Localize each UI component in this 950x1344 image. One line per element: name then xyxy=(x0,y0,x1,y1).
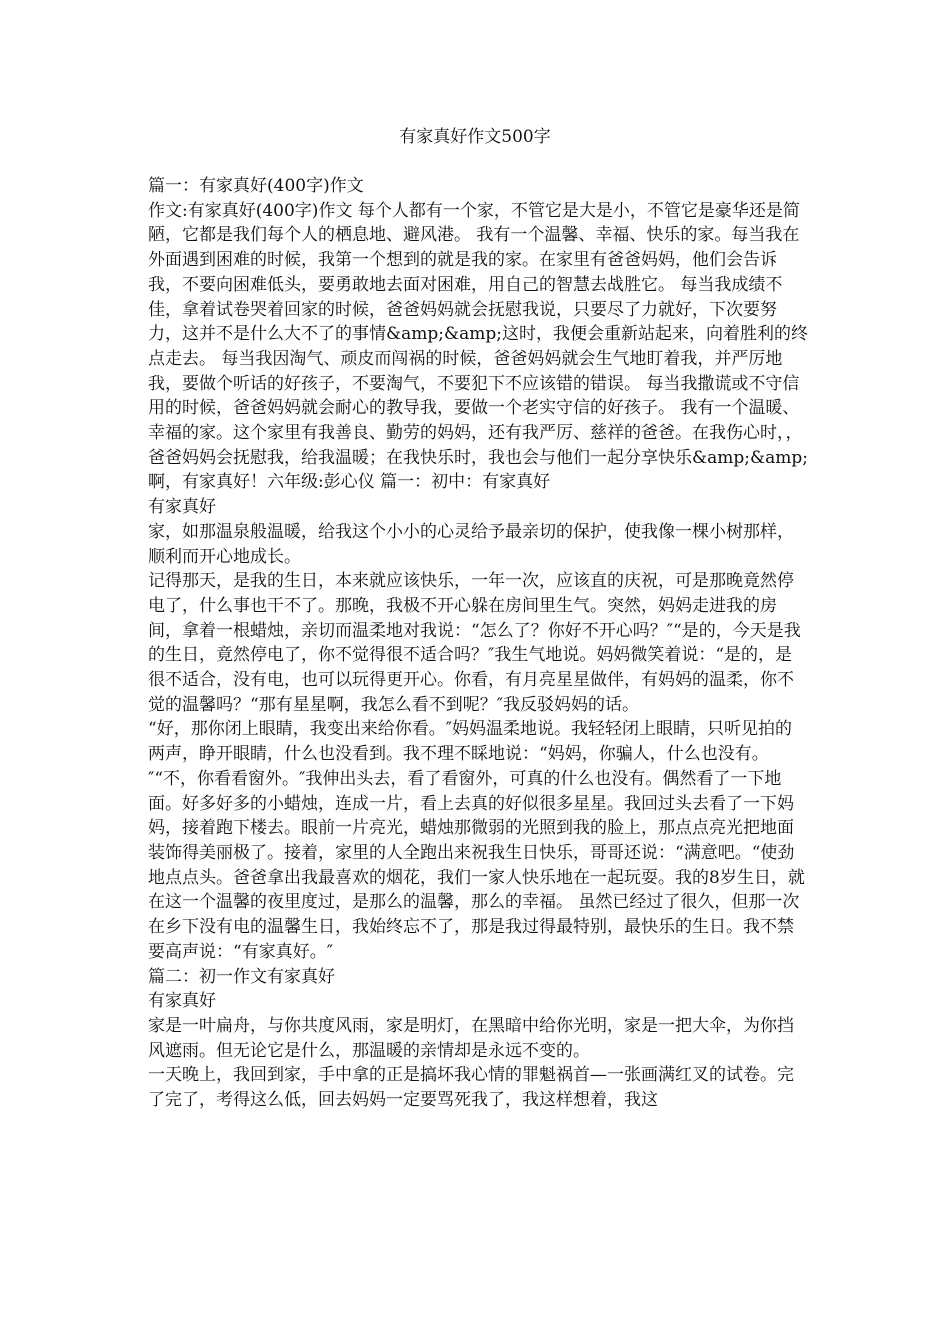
section-heading: 篇二：初一作文有家真好 xyxy=(148,966,335,987)
document-title: 有家真好作文500字 xyxy=(399,127,551,147)
essay-heading: 有家真好 xyxy=(148,497,216,518)
paragraph: “好，那你闭上眼睛，我变出来给你看。″妈妈温柔地说。我轻轻闭上眼睛，只听见拍的两声，睁开眼睛，什么也没看到。我不理不睬地说：“妈妈，你骗人，什么也没有。″“不，你看看窗外。″我伸出头去，看了看窗外，可真的什么也没有。偶然看了一下地面。好多好多的小蜡烛，连成一片，看上去真的好似很多星星。我回过头去看了一下妈妈，接着跑下楼去。眼前一片亮光，蜡烛那微弱的光照到我的脸上，那点点亮光把地面装饰得美丽极了。接着，家里的人全跑出来祝我生日快乐，哥哥还说：“满意吧。“使劲地点点头。爸爸拿出我最喜欢的烟花，我们一家人快乐地在一起玩耍。我的8岁生日，就在这一个温馨的夜里度过，是那么的温馨，那么的幸福。 虽然已经过了很久，但那一次在乡下没有电的温馨生日，我始终忘不了，那是我过得最特别，最快乐的生日。我不禁要高声说：“有家真好。″ xyxy=(148,719,805,962)
paragraph: 作文:有家真好(400字)作文 每个人都有一个家，不管它是大是小，不管它是豪华还是简陋，它都是我们每个人的栖息地、避风港。 我有一个温馨、幸福、快乐的家。每当我在外面遇到困难的时候，我第一个想到的就是我的家。在家里有爸爸妈妈，他们会告诉我，不要向困难低头，要勇敢地去面对困难，用自己的智慧去战胜它。 每当我成绩不佳，拿着试卷哭着回家的时候，爸爸妈妈就会抚慰我说，只要尽了力就好，下次要努力，这并不是什么大不了的事情&amp;&amp;这时，我便会重新站起来，向着胜利的终点走去。 每当我因淘气、顽皮而闯祸的时候，爸爸妈妈就会生气地盯着我，并严厉地我，要做个听话的好孩子，不要淘气，不要犯下不应该错的错误。 每当我撒谎或不守信用的时候，爸爸妈妈就会耐心的教导我，要做一个老实守信的好孩子。 我有一个温暖、幸福的家。这个家里有我善良、勤劳的妈妈，还有我严厉、慈祥的爸爸。在我伤心时，，爸爸妈妈会抚慰我，给我温暖；在我快乐时，我也会与他们一起分享快乐&amp;&amp; 啊，有家真好！六年级:彭心仪 篇一：初中：有家真好 xyxy=(148,200,808,493)
paragraph: 一天晚上，我回到家，手中拿的正是搞坏我心情的罪魁祸首—一张画满红叉的试卷。完了完了，考得这么低，回去妈妈一定要骂死我了，我这样想着，我这 xyxy=(148,1065,794,1111)
document-body xyxy=(148,174,808,1113)
paragraph: 家，如那温泉般温暖，给我这个小小的心灵给予最亲切的保护，使我像一棵小树那样，顺利而开心地成长。 xyxy=(148,521,794,567)
paragraph: 记得那天，是我的生日，本来就应该快乐，一年一次，应该直的庆祝，可是那晚竟然停电了，什么事也干不了。那晚，我极不开心躲在房间里生气。突然，妈妈走进我的房间，拿着一根蜡烛，亲切而温柔地对我说：“怎么了？你好不开心吗？″“是的，今天是我的生日，竟然停电了，你不觉得很不适合吗？″我生气地说。妈妈微笑着说：“是的，是很不适合，没有电，也可以玩得更开心。你看，有月亮星星做伴，有妈妈的温柔，你不觉的温馨吗？“那有星星啊，我怎么看不到呢？″我反驳妈妈的话。 xyxy=(148,571,801,715)
essay-heading: 有家真好 xyxy=(148,991,216,1012)
section-heading: 篇一：有家真好(400字)作文 xyxy=(148,176,364,196)
paragraph: 家是一叶扁舟，与你共度风雨，家是明灯，在黑暗中给你光明，家是一把大伞，为你挡风遮雨。但无论它是什么，那温暖的亲情却是永远不变的。 xyxy=(148,1015,794,1061)
